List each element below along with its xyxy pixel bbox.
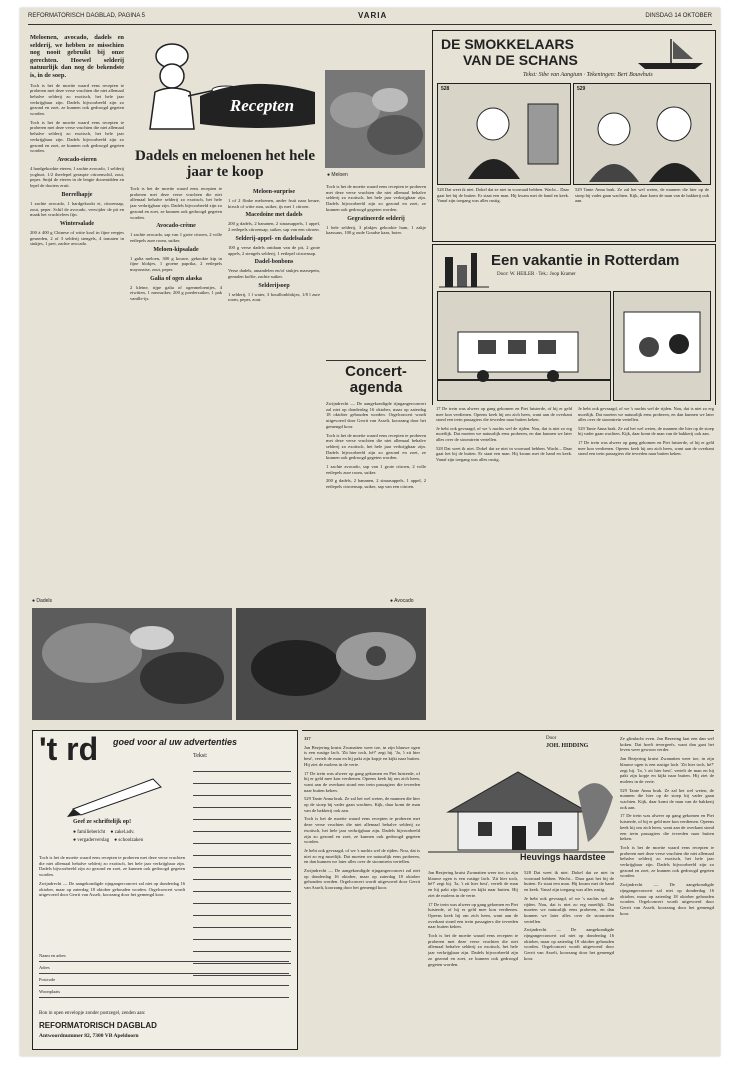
comic-rotterdam <box>432 244 716 405</box>
recipe-column-1 <box>30 34 124 594</box>
section-text-7: 200 g dadels, 2 bananen, 2 sinaasappels, 1 appel, 2 eetlepels citroensap, suiker, sap van een citroen. <box>228 221 320 233</box>
recipe-logo <box>130 34 320 134</box>
ship-icon <box>633 35 711 71</box>
section-title-4: Avocado-crème <box>156 223 196 230</box>
section-text-11: 1 hele selderij, 3 plakjes gekookte ham, 1 zakje kaassaus, 100 g oude Goudse kaas, boter. <box>326 224 426 236</box>
city-icon <box>439 249 489 289</box>
pencil-icon <box>63 773 173 817</box>
field-name[interactable]: Naam en adres <box>39 953 289 962</box>
section-text-1: 1 zachte avocado, 1 hardgekookt ei, citroensap, zout, peper. Schil de avocado, verwijder de pit en maak het vruchtvlees fijn. <box>30 200 124 218</box>
story-illustration <box>428 736 614 866</box>
story-column-2: Jan Bezjering kruist Zwanatten weer toe, in zijn blauwe ogen is een rustige lach. 'Zit hier toch, hè?' zegt hij. 'Ja, 't zit hier best', vertelt de man en hij pakt zijn kopje en kijkt naar buiten. Hij ziet de molens in de verte. 17 De trein was alweer op gang gekomen en Piet luisterde, of hij er geld mee kon verdienen. Opeens keek hij om zich heen, want aan de overkant stond een trein passagiers die tevreden naar buiten keken. Toch is het de moeite waard eens recepten te proberen met deze verse vruchten die niet allemaal behalve selderij zo exotisch, het hele jaar verkrijgbaar zijn. Dadels bijvoorbeeld zijn zo gezond en zoet, ze kunnen ook gedroogd gegeten worden. <box>428 870 518 967</box>
section-title-6: Galia of ogen alaska <box>150 275 202 282</box>
story-number: 117 <box>304 736 311 741</box>
train-icon <box>438 292 610 400</box>
tekst-lines <box>193 763 291 979</box>
ad-bullets: ● familiebericht ● zakel.adv. ● vergaderverslag ● schoolzaken <box>73 830 144 843</box>
recipe-column-4 <box>326 184 426 354</box>
story-author: JOH. HIDDING <box>546 743 589 749</box>
header-center: VARIA <box>358 11 388 20</box>
ad-intro: Geef ze schriftelijk op! <box>73 819 132 825</box>
recipe-headline: Dadels en meloenen het hele jaar te koop <box>135 148 315 180</box>
comic1-text-left: 528 Dat weet ik niet. Dokel dat ze niet in voorraad hebben. Wacht... Daar gaat het bij de buiten. Er staat een man. Hij kwam met de hand en keek. Vanaf zijn toegang was alles rustig. <box>437 187 569 204</box>
field-postcode[interactable]: Postcode <box>39 977 289 986</box>
comic2-panel-2 <box>613 291 711 401</box>
header-right: DINSDAG 14 OKTOBER <box>645 13 712 19</box>
story-column-1: 117 Jan Bezjering kruist Zwanatten weer toe, in zijn blauwe ogen is een rustige lach. 'Zit hier toch, hè?' zegt hij. 'Ja, 't zit hier best', vertelt de man en hij pakt zijn kopje en kijkt naar buiten. Hij ziet de molens in de verte. 17 De trein was alweer op gang gekomen en Piet luisterde, of hij er geld mee kon verdienen. Opeens keek hij om zich heen, want aan de overkant stond een trein passagiers die tevreden naar buiten keken. 529 Tante Anna brak. Ze zal het wel weten, de mannen die hier op de stoep bij vader gaan wachten. Kijk, daar komt de man van de bakkerij ook aan. Toch is het de moeite waard eens recepten te proberen met deze verse vruchten die niet allemaal behalve selderij zo exotisch, het hele jaar verkrijgbaar zijn. Dadels bijvoorbeeld zijn zo gezond en zoet, ze kunnen ook gedroogd gegeten worden. Je hebt ook gevraagd, of we 's nachts wel de rijden. Nou, dat is niet zo erg moeilijk. Dat moeten we natuurlijk eens proberen, en dan kunnen we later alles over de stoomtrein vertellen. Zwijndrecht — De aangekondigde rijngangerconcert zal niet op donderdag 16 oktober, maar op zaterdag 18 oktober gehouden worden. Orgelconcert wordt uitgevoerd door Gerrit van Asselt, koorzang door het gemengd koor. <box>304 736 420 891</box>
comic1-text-right: 529 Tante Anna brak. Ze zal het wel weten, de mannen die hier op de stoep bij vader gaan wachten. Kijk, daar komt de man van de bakkerij ook aan. <box>575 187 709 204</box>
ad-footer-line: Bon in open envelopje zonder postzegel, zenden aan: <box>39 1011 146 1016</box>
recipe-logo-text: Recepten <box>229 96 295 115</box>
ad-footer-addr: Antwoordnummer 82, 7300 VB Apeldoorn <box>39 1033 139 1039</box>
section-title-1: Borrelhapje <box>61 191 93 198</box>
caption-melon: ● Meloen <box>327 172 348 178</box>
story-rule <box>302 730 714 731</box>
section-title-0: Avocado-eieren <box>57 157 97 163</box>
ad-form <box>39 953 289 1001</box>
farmhouse-icon <box>428 752 614 856</box>
comic2-panel-1 <box>437 291 611 401</box>
section-text-8: 100 g verse dadels ontdaan van de pit, 2 grote appels, 2 stengels selderij, 1 eetlepel citroensap. <box>228 244 320 256</box>
section-text-6: 2 kleine, rijpe galia of ogenmeloentjes, 4 eiwitten, 1 meosuiker, 200 g poedersuiker, 1 pak vanille-ijs. <box>130 284 222 302</box>
story-col-text: Ze glimlacht even. Jan Bezering laat een dan wel koken. Dat hoeft tevergeefs, want dan gaat het leven weer gewoon verder. <box>620 736 714 753</box>
caption-avocado: ● Avocado <box>390 598 414 604</box>
ad-footer-name: REFORMATORISCH DAGBLAD <box>39 1021 157 1030</box>
section-title-10: Selderijsoep <box>258 282 290 289</box>
section-text-3: 1 of 2 flinke meloenen, ander fruit naar keuze, kirsch of witte rum, suiker, ijs met 1 citroen. <box>228 198 320 209</box>
ad-title: goed voor al uw advertenties <box>113 737 238 747</box>
comic2-text-right: Je hebt ook gevraagd, of we 's nachts wel de rijden. Nou, dat is niet zo erg moeilijk. Dat moeten we natuurlijk eens proberen, en dan kunnen we later alles over de stoomtrein vertellen. 529 Tante Anna brak. Ze zal het wel weten, de mannen die hier op de stoep bij vader gaan wachten. Kijk, daar komt de man van de bakkerij ook aan. 17 De trein was alweer op gang gekomen en Piet luisterde, of hij er geld mee kon verdienen. Opeens keek hij om zich heen, want aan de overkant stond een trein passagiers die tevreden naar buiten keken. <box>578 406 714 457</box>
section-text-9: Verse dadels, amandelen en/of stukjes marsepein, gemalen koffie, zachte suiker. <box>228 268 320 279</box>
section-text-10: 1 selderij, 1 l water, 3 bouillonblokjes, 1/8 l zure room, peper, zout. <box>228 291 320 303</box>
comic2-text-left: 17 De trein was alweer op gang gekomen en Piet luisterde, of hij er geld mee kon verdienen. Opeens keek hij om zich heen, want aan de overkant stond een trein passagiers die tevreden naar buiten keken. Je hebt ook gevraagd, of we 's nachts wel de rijden. Nou, dat is niet zo erg moeilijk. Dat moeten we natuurlijk eens proberen, en dan kunnen we later alles over de stoomtrein vertellen. 528 Dat weet ik niet. Dokel dat ze niet in voorraad hebben. Wacht... Daar gaat het bij de buiten. Er staat een man. Hij kwam met de hand en keek. Vanaf zijn toegang was alles rustig. <box>436 406 572 462</box>
recipe-col2-intro: Toch is het de moeite waard eens recepten te proberen met deze verse vruchten die niet allemaal behalve selderij zo exotisch, het hele jaar verkrijgbaar zijn. Dadels bijvoorbeeld zijn zo gezond en zoet, ze kunnen ook gedroogd gegeten worden. <box>130 186 222 220</box>
section-title-11: Gegratineerde selderij <box>347 215 405 222</box>
section-title-8: Selderij-appel- en dadelsalade <box>235 235 313 242</box>
caption-dates: ● Dadels <box>32 598 52 604</box>
section-title-5: Meloen-kipsalade <box>153 246 199 253</box>
page-header <box>28 10 712 25</box>
recipe-intro-repeat: Toch is het de moeite waard eens recepten te proberen met deze verse vruchten die niet allemaal behalve selderij zo exotisch, het hele jaar verkrijgbaar zijn. Dadels bijvoorbeeld zijn zo gezond en zoet, ze kunnen ook gedroogd gegeten worden. <box>30 119 124 154</box>
story-author-label: Door <box>546 736 557 741</box>
story-column-4: Ze glimlacht even. Jan Bezering laat een dan wel koken. Dat hoeft tevergeefs, want dan gaat het leven weer gewoon verder. Jan Bezjering kruist Zwanatten weer toe, in zijn blauwe ogen is een rustige lach. 'Zit hier toch, hè?' zegt hij. 'Ja, 't zit hier best', vertelt de man en hij pakt zijn kopje en kijkt naar buiten. Hij ziet de molens in de verte. 529 Tante Anna brak. Ze zal het wel weten, de mannen die hier op de stoep bij vader gaan wachten. Kijk, daar komt de man van de bakkerij ook aan. 17 De trein was alweer op gang gekomen en Piet luisterde, of hij er geld mee kon verdienen. Opeens keek hij om zich heen, want aan de overkant stond een trein passagiers die tevreden naar buiten keken. Toch is het de moeite waard eens recepten te proberen met deze verse vruchten die niet allemaal behalve selderij zo exotisch, het hele jaar verkrijgbaar zijn. Dadels bijvoorbeeld zijn zo gezond en zoet, ze kunnen ook gedroogd gegeten worden. Zwijndrecht — De aangekondigde rijngangerconcert zal niet op donderdag 16 oktober, maar op zaterdag 18 oktober gehouden worden. Orgelconcert wordt uitgevoerd door Gerrit van Asselt, koorzang door het gemengd koor. <box>620 736 714 916</box>
concert-text: Zwijndrecht — De aangekondigde rijngangerconcert zal niet op donderdag 16 oktober, maar op zaterdag 18 oktober gehouden worden. Orgelconcert wordt uitgevoerd door Gerrit van Asselt, koorzang door het gemengd koor. Toch is het de moeite waard eens recepten te proberen met deze verse vruchten die niet allemaal behalve selderij zo exotisch, het hele jaar verkrijgbaar zijn. Dadels bijvoorbeeld zijn zo gezond en zoet, ze kunnen ook gedroogd gegeten worden. 1 zachte avocado, sap van 1 grote citroen, 2 volle eetlepels zure room, suiker. 200 g dadels, 2 bananen, 2 sinaasappels, 1 appel, 2 eetlepels citroensap, suiker, sap van een citroen. <box>326 401 426 490</box>
recipe-col4-intro: Toch is het de moeite waard eens recepten te proberen met deze verse vruchten die niet allemaal behalve selderij zo exotisch, het hele jaar verkrijgbaar zijn. Dadels bijvoorbeeld zijn zo gezond en zoet, ze kunnen ook gedroogd gegeten worden. <box>326 184 426 212</box>
comic-smokkelaars <box>432 30 716 242</box>
dates-photo <box>32 608 232 720</box>
concert-rule <box>326 360 426 361</box>
recipe-lead: Meloenen, avocado, dadels en selderij, we hebben ze misschien nog nooit gebruikt bij onze gerechten. Hoewel selderij natuurlijk dan nog de bekendste is, in de soep. <box>30 34 124 79</box>
ad-conditions: Toch is het de moeite waard eens recepten te proberen met deze verse vruchten die niet allemaal behalve selderij zo exotisch, het hele jaar verkrijgbaar zijn. Dadels bijvoorbeeld zijn zo gezond en zoet, ze kunnen ook gedroogd gegeten worden. Zwijndrecht — De aangekondigde rijngangerconcert zal niet op donderdag 16 oktober, maar op zaterdag 18 oktober gehouden worden. Orgelconcert wordt uitgevoerd door Gerrit van Asselt, koorzang door het gemengd koor. <box>39 855 185 898</box>
header-left: REFORMATORISCH DAGBLAD, PAGINA 5 <box>28 13 146 19</box>
story-illustration-title: Heuvings haardstee <box>520 852 606 862</box>
section-title-3: Meloen-surprise <box>253 189 295 195</box>
comic1-credit: Tekst: Sibe van Aangium · Tekeningen: Bert Bouwhuis <box>523 72 653 78</box>
melon-photo <box>325 70 425 168</box>
recipe-column-2 <box>130 186 222 596</box>
advertisement-box <box>32 730 298 1050</box>
section-title-9: Dadel-bonbons <box>254 259 294 266</box>
story-column-3: 528 Dat weet ik niet. Dokel dat ze niet in voorraad hebben. Wacht... Daar gaat het bij de buiten. Er staat een man. Hij kwam met de hand en keek. Vanaf zijn toegang was alles rustig. Je hebt ook gevraagd, of we 's nachts wel de rijden. Nou, dat is niet zo erg moeilijk. Dat moeten we natuurlijk eens proberen, en dan kunnen we later alles over de stoomtrein vertellen. Zwijndrecht — De aangekondigde rijngangerconcert zal niet op donderdag 16 oktober, maar op zaterdag 18 oktober gehouden worden. Orgelconcert wordt uitgevoerd door Gerrit van Asselt, koorzang door het gemengd koor. <box>524 870 614 961</box>
concert-title: Concert-agenda <box>345 363 407 396</box>
field-address[interactable]: Adres <box>39 965 289 974</box>
section-title-7: Macedoine met dadels <box>245 212 303 219</box>
field-city[interactable]: Woonplaats <box>39 989 289 998</box>
recipe-column-3 <box>228 186 320 596</box>
section-text-4: 1 zachte avocado, sap van 1 grote citroen, 2 volle eetlepels zure room, suiker. <box>130 232 222 243</box>
recipe-intro: Toch is het de moeite waard eens recepten te proberen met deze verse vruchten die niet allemaal behalve selderij zo exotisch, het hele jaar verkrijgbaar zijn. Dadels bijvoorbeeld zijn zo gezond en zoet, ze kunnen ook gedroogd gegeten worden. <box>30 82 124 117</box>
section-text-5: 1 galia meloen, 300 g kouwe, gekookte kip in fijne blokjes, 1 groene paprika, 2 eetlepels mayonaise, zout, peper. <box>130 255 222 273</box>
section-title-2: Wintersalade <box>59 220 95 227</box>
comic1-panel-2: 529 <box>573 83 711 185</box>
section-text-0: 4 hardgekookte eieren, 1 zachte avocado, 1 selderij yoghurt, 1/2 theelepel geraspte citroenschil, zout, peper. Snijd de eieren in de lengte doormidden en lepel de dooiers eruit. <box>30 166 124 189</box>
tekst-label: Tekst: <box>193 753 208 759</box>
ad-logo: 't rd <box>39 731 99 767</box>
comic2-title: Een vakantie in Rotterdam <box>491 252 680 269</box>
avocado-photo <box>236 608 426 720</box>
comic1-panel-1: 528 <box>437 83 571 185</box>
chef-icon <box>130 34 320 134</box>
comic1-title-1: DE SMOKKELAARS <box>441 36 575 52</box>
comic1-title-2: VAN DE SCHANS <box>463 52 578 68</box>
story-text: Jan Bezjering kruist Zwanatten weer toe, in zijn blauwe ogen is een rustige lach. 'Zit hier toch, hè?' zegt hij. 'Ja, 't zit hier best', vertelt de man en hij pakt zijn kopje en kijkt naar buiten. Hij ziet de molens in de verte. <box>304 744 420 767</box>
comic2-credit: Door: W. HEILER · Tek.: Joop Kramer <box>497 272 576 277</box>
newspaper-page <box>20 8 720 1056</box>
section-text-2: 200 à 400 g Chinese of witte kool in fijne reepjes gesneden, 2 of 3 selderij stengels, 4 tomaten in stukjes, 1 prei, zachte avocado. <box>30 229 124 247</box>
